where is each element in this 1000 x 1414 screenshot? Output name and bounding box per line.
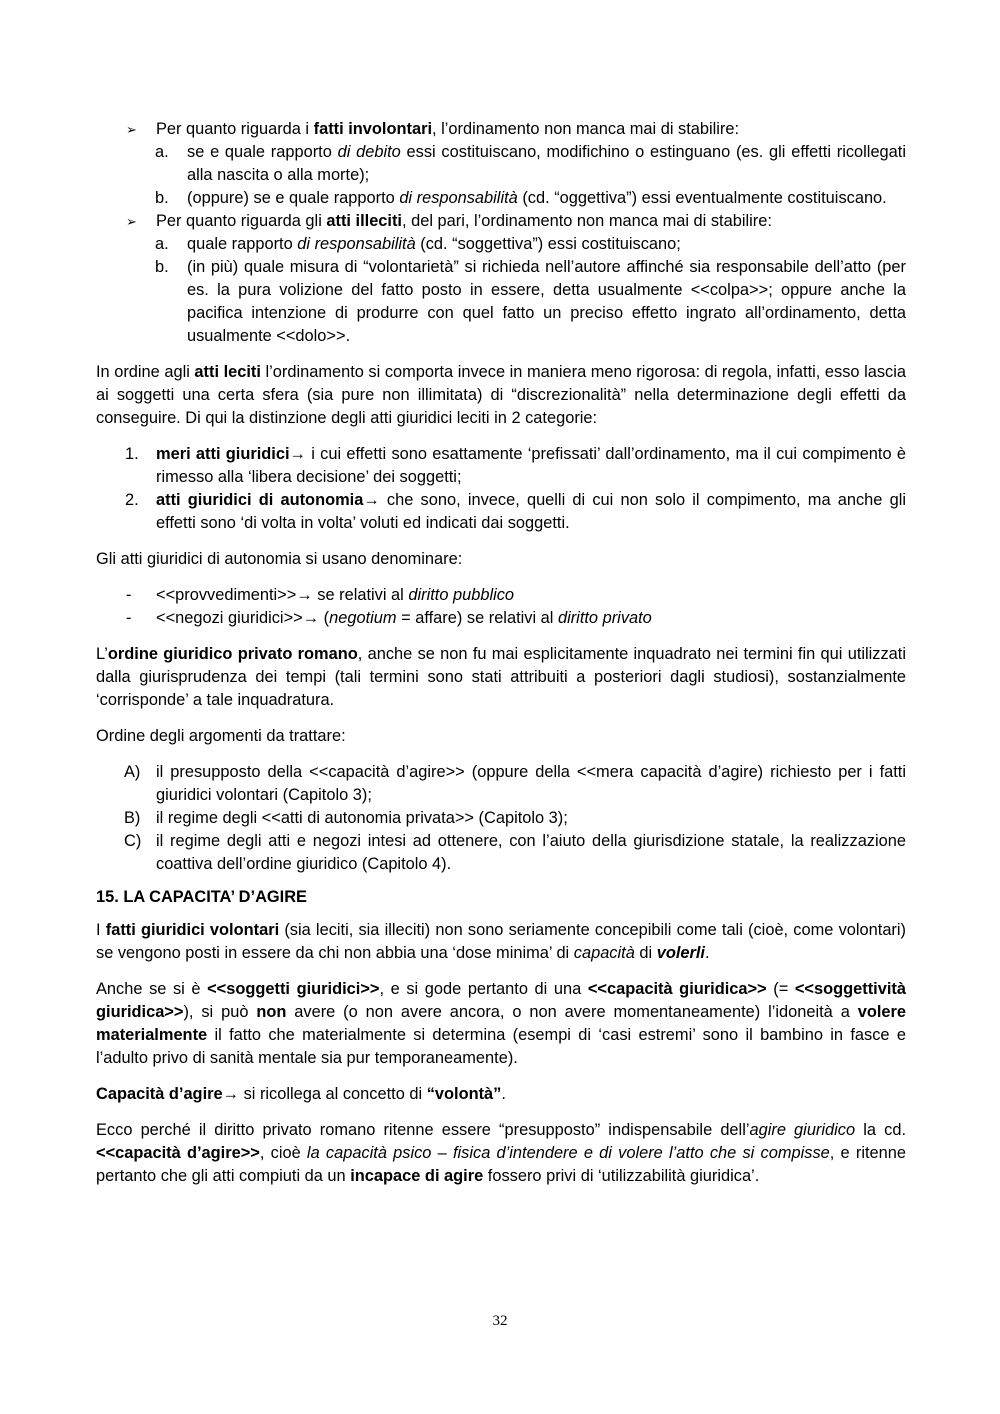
- numbered-text: meri atti giuridici→ i cui effetti sono esattamente ‘prefissati’ dall’ordinamento, ma il cui compimento è rimesso alla ‘libera decisione’ dei soggetti;: [156, 445, 906, 486]
- sub-item: [96, 256, 906, 348]
- numbered-item: [96, 489, 906, 535]
- lettered-text: il presupposto della <<capacità d’agire>> (oppure della <<mera capacità d’agire) richiesto per i fatti giuridici volontari (Capitolo 3);: [156, 763, 906, 804]
- paragraph: Capacità d’agire→ si ricollega al concetto di “volontà”.: [96, 1085, 506, 1103]
- bullet-item: [96, 210, 906, 233]
- sub-marker: b.: [155, 189, 169, 207]
- sub-item: [96, 233, 906, 256]
- paragraph: L’ordine giuridico privato romano, anche se non fu mai esplicitamente inquadrato nei termini fin qui utilizzati dalla giurisprudenza dei tempi (tali termini sono stati attribuiti a posteriori dagli studiosi), sostanzialmente ‘corrisponde’ a tale inquadratura.: [96, 645, 906, 709]
- paragraph: Ecco perché il diritto privato romano ritenne essere “presupposto” indispensabile dell’agire giuridico la cd. <<capacità d’agire>>, cioè la capacità psico – fisica d’intendere e di volere l’atto che si compisse, e ritenne pertanto che gli atti compiuti da un incapace di agire fossero privi di ‘utilizzabilità giuridica’.: [96, 1121, 906, 1185]
- paragraph: Gli atti giuridici di autonomia si usano denominare:: [96, 550, 463, 568]
- letter-marker: A): [124, 763, 141, 781]
- sub-text: (in più) quale misura di “volontarietà” si richieda nell’autore affinché sia responsabile dell’atto (per es. la pura volizione del fatto posto in essere, detta usualmente <<colpa>>; oppure anche la pacifica intenzione di produrre con quel fatto un preciso effetto ingrato all’ordinamento, detta usualmente <<dolo>>.: [187, 258, 906, 345]
- lettered-item: [96, 761, 906, 807]
- lettered-item: [96, 830, 906, 876]
- section-heading: 15. LA CAPACITA’ D’AGIRE: [96, 888, 307, 906]
- paragraph: In ordine agli atti leciti l’ordinamento si comporta invece in maniera meno rigorosa: di regola, infatti, esso lascia ai soggetti una certa sfera (sia pure non illimitata) di “discrezionalità” nella determinazione degli effetti da conseguire. Di qui la distinzione degli atti giuridici leciti in 2 categorie:: [96, 363, 906, 427]
- bullet-text: Per quanto riguarda gli atti illeciti, del pari, l’ordinamento non manca mai di stabilire:: [156, 212, 772, 230]
- sub-marker: a.: [155, 143, 169, 161]
- paragraph: I fatti giuridici volontari (sia leciti, sia illeciti) non sono seriamente concepibili come tali (cioè, come volontari) se vengono posti in essere da chi non abbia una ‘dose minima’ di capacità di volerli.: [96, 921, 906, 962]
- sub-marker: b.: [155, 258, 169, 276]
- sub-item: [96, 141, 906, 187]
- sub-text: se e quale rapporto di debito essi costituiscano, modifichino o estinguano (es. gli effetti ricollegati alla nascita o alla morte);: [187, 143, 906, 184]
- bullet-text: Per quanto riguarda i fatti involontari, l’ordinamento non manca mai di stabilire:: [156, 120, 740, 138]
- page-number: 32: [492, 1313, 508, 1329]
- number-marker: 1.: [125, 445, 139, 463]
- lettered-item: [96, 807, 906, 830]
- dash-marker: -: [126, 609, 132, 627]
- letter-marker: C): [124, 832, 142, 850]
- arrow-bullet-icon: ➢: [126, 122, 137, 137]
- page-body: [96, 118, 906, 1188]
- bullet-item: [96, 118, 906, 141]
- dash-text: <<provvedimenti>>→ se relativi al diritto pubblico: [156, 586, 515, 604]
- dash-marker: -: [126, 586, 132, 604]
- number-marker: 2.: [125, 491, 139, 509]
- lettered-text: il regime degli atti e negozi intesi ad ottenere, con l’aiuto della giurisdizione statale, la realizzazione coattiva dell’ordine giuridico (Capitolo 4).: [156, 832, 906, 873]
- lettered-text: il regime degli <<atti di autonomia privata>> (Capitolo 3);: [156, 809, 568, 827]
- sub-text: quale rapporto di responsabilità (cd. “soggettiva”) essi costituiscano;: [187, 235, 681, 253]
- arrow-bullet-icon: ➢: [126, 214, 137, 229]
- paragraph: Anche se si è <<soggetti giuridici>>, e si gode pertanto di una <<capacità giuridica>> (= <<soggettività giuridica>>), si può non avere (o non avere ancora, o non avere momentaneamente) l’idoneità a volere materialmente il fatto che materialmente si determina (esempi di ‘casi estremi’ sono il bambino in fasce e l’adulto privo di sanità mentale sia pur temporaneamente).: [96, 980, 906, 1067]
- dash-text: <<negozi giuridici>>→ (negotium = affare) se relativi al diritto privato: [156, 609, 652, 627]
- dash-item: [96, 584, 906, 607]
- paragraph: Ordine degli argomenti da trattare:: [96, 727, 346, 745]
- dash-item: [96, 607, 906, 630]
- numbered-text: atti giuridici di autonomia→ che sono, invece, quelli di cui non solo il compimento, ma anche gli effetti sono ‘di volta in volta’ voluti ed indicati dai soggetti.: [156, 491, 906, 532]
- letter-marker: B): [124, 809, 141, 827]
- numbered-item: [96, 443, 906, 489]
- sub-marker: a.: [155, 235, 169, 253]
- sub-text: (oppure) se e quale rapporto di responsabilità (cd. “oggettiva”) essi eventualmente costituiscano.: [187, 189, 887, 207]
- sub-item: [96, 187, 906, 210]
